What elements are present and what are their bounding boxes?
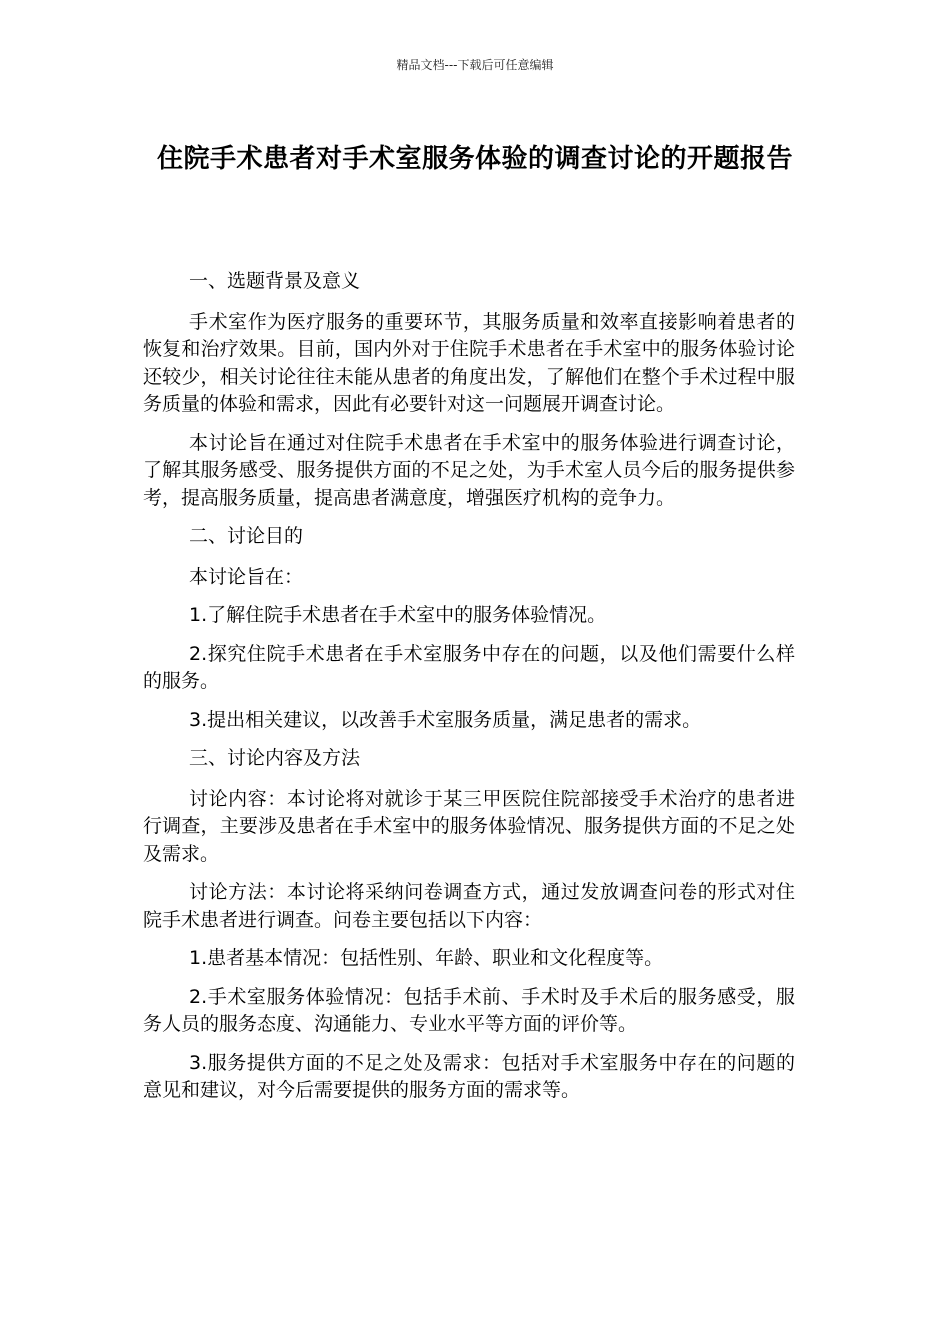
list-item-purpose-1: 1.了解住院手术患者在手术室中的服务体验情况。 xyxy=(189,604,607,626)
list-item-purpose-2: 2.探究住院手术患者在手术室服务中存在的问题，以及他们需要什么样的服务。 xyxy=(143,642,795,692)
paragraph-content: 讨论内容：本讨论将对就诊于某三甲医院住院部接受手术治疗的患者进行调查，主要涉及患者在手术室中的服务体验情况、服务提供方面的不足之处及需求。 xyxy=(143,787,795,865)
document-body xyxy=(143,268,795,1116)
paragraph-purpose-intro: 本讨论旨在： xyxy=(189,565,304,588)
list-item-purpose-3: 3.提出相关建议，以改善手术室服务质量，满足患者的需求。 xyxy=(189,708,702,731)
list-item-questionnaire-2: 2.手术室服务体验情况：包括手术前、手术时及手术后的服务感受，服务人员的服务态度、沟通能力、专业水平等方面的评价等。 xyxy=(143,985,795,1035)
section-heading-background: 一、选题背景及意义 xyxy=(189,270,361,292)
paragraph-background: 手术室作为医疗服务的重要环节，其服务质量和效率直接影响着患者的恢复和治疗效果。目前，国内外对于住院手术患者在手术室中的服务体验讨论还较少，相关讨论往往未能从患者的角度出发，了解他们在整个手术过程中服务质量的体验和需求，因此有必要针对这一问题展开调查讨论。 xyxy=(143,310,795,415)
section-heading-methods: 三、讨论内容及方法 xyxy=(189,747,361,769)
list-item-questionnaire-3: 3.服务提供方面的不足之处及需求：包括对手术室服务中存在的问题的意见和建议，对今后需要提供的服务方面的需求等。 xyxy=(143,1051,795,1101)
paragraph-significance: 本讨论旨在通过对住院手术患者在手术室中的服务体验进行调查讨论，了解其服务感受、服务提供方面的不足之处，为手术室人员今后的服务提供参考，提高服务质量，提高患者满意度，增强医疗机构的竞争力。 xyxy=(143,431,795,509)
section-heading-purpose: 二、讨论目的 xyxy=(189,525,304,547)
list-item-questionnaire-1: 1.患者基本情况：包括性别、年龄、职业和文化程度等。 xyxy=(189,947,664,969)
page-header: 精品文档---下载后可任意编辑 xyxy=(396,58,554,72)
paragraph-method: 讨论方法：本讨论将采纳问卷调查方式，通过发放调查问卷的形式对住院手术患者进行调查。问卷主要包括以下内容： xyxy=(143,881,795,931)
document-title: 住院手术患者对手术室服务体验的调查讨论的开题报告 xyxy=(156,144,793,174)
